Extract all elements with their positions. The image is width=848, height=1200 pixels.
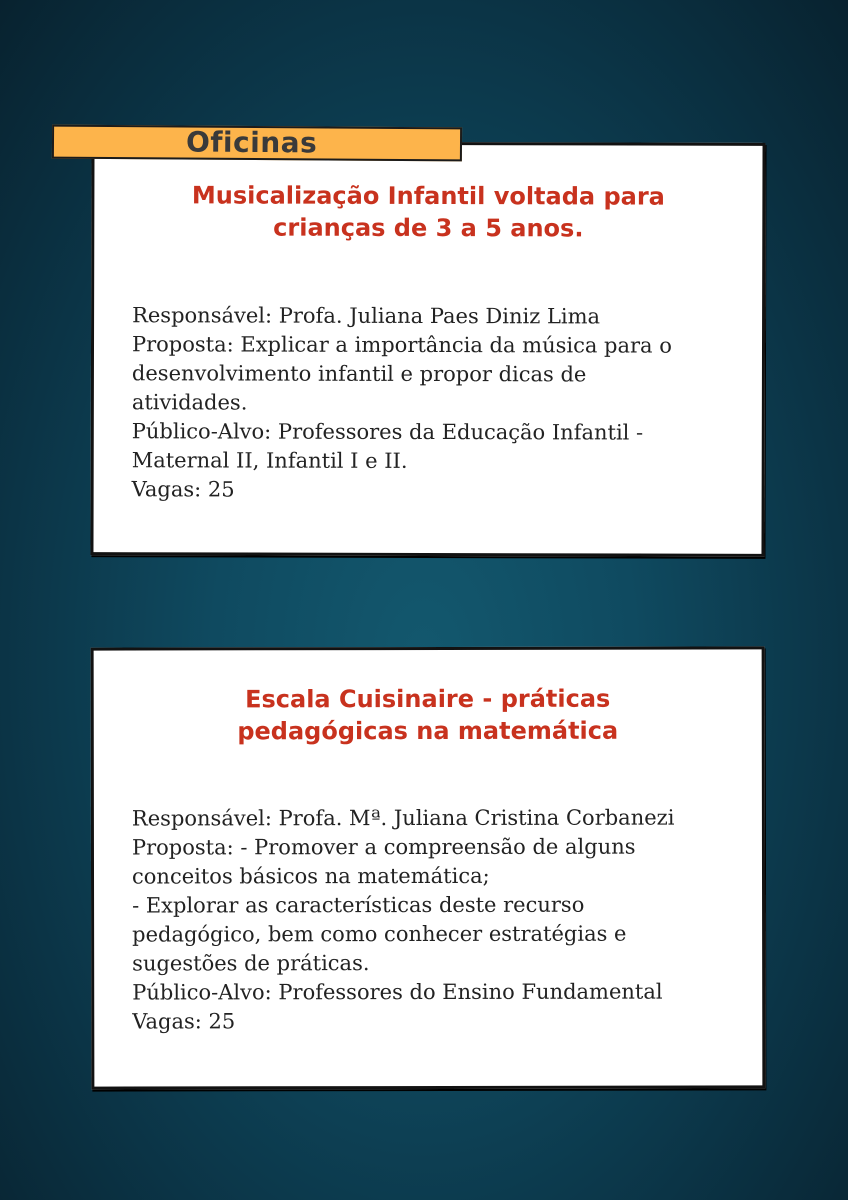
proposta-line: conceitos básicos na matemática; <box>131 863 490 889</box>
proposta-line: - Explorar as características deste recurso <box>132 892 585 918</box>
workshop-title-line: Escala Cuisinaire - práticas <box>245 684 611 714</box>
responsavel-line: Responsável: Profa. Mª. Juliana Cristina Corbanezi <box>131 805 675 831</box>
vagas-line: Vagas: 25 <box>132 1009 236 1034</box>
proposta-line: sugestões de práticas. <box>132 951 370 976</box>
workshop-title-line: crianças de 3 a 5 anos. <box>273 213 584 243</box>
responsavel-line: Responsável: Profa. Juliana Paes Diniz Lima <box>132 303 601 329</box>
proposta-line: Proposta: - Promover a compreensão de alguns <box>131 834 636 860</box>
publico-alvo-line: Maternal II, Infantil I e II. <box>131 448 408 473</box>
workshop-title-line: pedagógicas na matemática <box>237 716 619 746</box>
workshop-title <box>134 682 722 747</box>
workshop-title <box>134 179 722 245</box>
proposta-line: atividades. <box>131 390 248 415</box>
proposta-line: desenvolvimento infantil e propor dicas de <box>131 361 587 387</box>
section-tab-label: Oficinas <box>185 125 318 160</box>
workshop-details <box>132 301 743 506</box>
proposta-line: pedagógico, bem como conhecer estratégias e <box>132 921 627 947</box>
proposta-line: Proposta: Explicar a importância da música para o <box>131 332 672 358</box>
publico-alvo-line: Público-Alvo: Professores do Ensino Fundamental <box>132 979 663 1005</box>
workshop-details <box>132 803 742 1036</box>
workshop-card-escala-cuisinaire <box>91 646 766 1089</box>
publico-alvo-line: Público-Alvo: Professores da Educação Infantil - <box>131 419 644 445</box>
workshop-title-line: Musicalização Infantil voltada para <box>191 181 665 211</box>
section-tab <box>52 125 462 162</box>
workshop-card-musicalizacao <box>90 141 765 557</box>
vagas-line: Vagas: 25 <box>131 477 235 502</box>
